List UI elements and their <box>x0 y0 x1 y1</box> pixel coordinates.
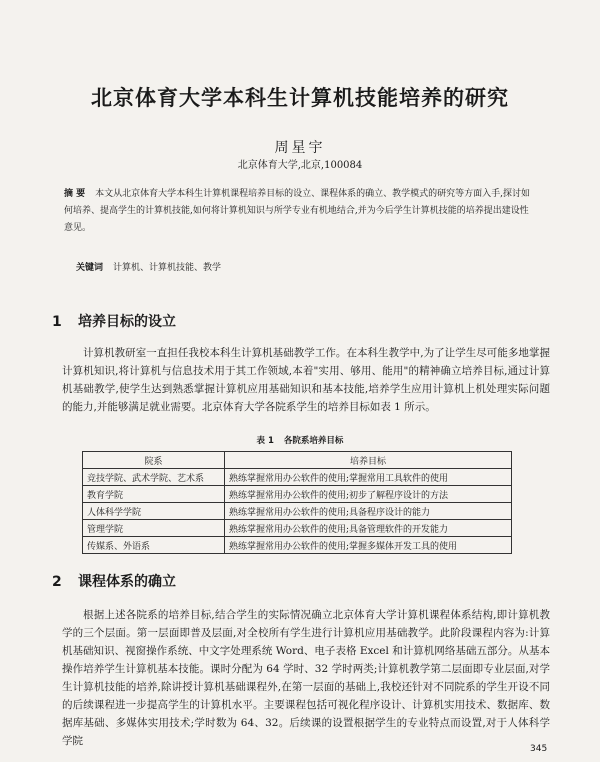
table-cell: 教育学院 <box>83 486 225 503</box>
abstract-text: 本文从北京体育大学本科生计算机课程培养目标的设立、课程体系的确立、教学模式的研究等方面入手,探讨如何培养、提高学生的计算机技能,如何将计算机知识与所学专业有机地结合,并为今后学生计算机技能的培养提出建设性意见。 <box>64 189 531 233</box>
author-name: 周星宇 <box>274 140 326 156</box>
table-row <box>83 520 512 537</box>
table-cell: 传媒系、外语系 <box>83 537 225 554</box>
keywords-label: 关键词 <box>76 263 104 273</box>
table-cell: 熟练掌握常用办公软件的使用;初步了解程序设计的方法 <box>225 486 512 503</box>
table-caption-number: 表 1 <box>256 436 274 446</box>
page-number: 345 <box>530 744 548 754</box>
section-heading-2 <box>52 571 176 591</box>
section1-paragraph: 计算机教研室一直担任我校本科生计算机基础教学工作。在本科生教学中,为了让学生尽可能多地掌握计算机知识,将计算机与信息技术用于其工作领域,本着"实用、够用、能用"的精神确立培养目标,通过计算机基础教学,使学生达到熟悉掌握计算机应用基础知识和基本技能,培养学生应用计算机上机处理实际问题的能力,并能够满足就业需要。北京体育大学各院系学生的培养目标如表 1 所示。 <box>62 347 550 413</box>
table-row <box>83 469 512 486</box>
section-title: 培养目标的设立 <box>78 314 176 330</box>
abstract-label: 摘 要 <box>64 189 86 199</box>
section-number: 1 <box>52 314 62 330</box>
paper-title: 北京体育大学本科生计算机技能培养的研究 <box>91 86 509 110</box>
section-number: 2 <box>52 574 62 590</box>
table-row <box>83 537 512 554</box>
table-cell: 熟练掌握常用办公软件的使用;具备管理软件的开发能力 <box>225 520 512 537</box>
section-title: 课程体系的确立 <box>78 574 176 590</box>
table-caption <box>0 434 600 446</box>
table-header-row <box>83 452 512 469</box>
table-header-cell: 院系 <box>83 452 225 469</box>
table-cell: 人体科学学院 <box>83 503 225 520</box>
section-heading-1 <box>52 311 176 331</box>
table-cell: 熟练掌握常用办公软件的使用;掌握常用工具软件的使用 <box>225 469 512 486</box>
section2-paragraph: 根据上述各院系的培养目标,结合学生的实际情况确立北京体育大学计算机课程体系结构,即计算机教学的三个层面。第一层面即普及层面,对全校所有学生进行计算机应用基础教学。此阶段课程内容为:计算机基础知识、视窗操作系统、中文字处理系统 Word、电子表格 Excel 和计算机网络基础五部分。从基本操作培养学生计算机基本技能。课时分配为 64 学时、32 学时两类;计算机教学第二层面即专业层面,对学生计算机技能的培养,除讲授计算机基础课程外,在第一层面的基础上,我校还针对不同院系的学生开设不同的后续课程进一步提高学生的计算机水平。主要课程包括可视化程序设计、计算机实用技术、数据库、数据库基础、多媒体实用技术;学时数为 64、32。后续课的设置根据学生的专业特点而设置,对于人体科学学院 <box>62 609 550 747</box>
table-cell: 熟练掌握常用办公软件的使用;具备程序设计的能力 <box>225 503 512 520</box>
training-goals-table <box>82 451 512 554</box>
table-cell: 管理学院 <box>83 520 225 537</box>
table-cell: 竞技学院、武术学院、艺术系 <box>83 469 225 486</box>
table-caption-title: 各院系培养目标 <box>283 436 344 446</box>
abstract-block <box>64 186 534 237</box>
table-header-cell: 培养目标 <box>225 452 512 469</box>
keywords-block <box>76 260 536 273</box>
keywords-text: 计算机、计算机技能、教学 <box>113 263 222 273</box>
table-row <box>83 503 512 520</box>
author-affiliation: 北京体育大学,北京,100084 <box>237 160 363 171</box>
table-cell: 熟练掌握常用办公软件的使用;掌握多媒体开发工具的使用 <box>225 537 512 554</box>
table-row <box>83 486 512 503</box>
